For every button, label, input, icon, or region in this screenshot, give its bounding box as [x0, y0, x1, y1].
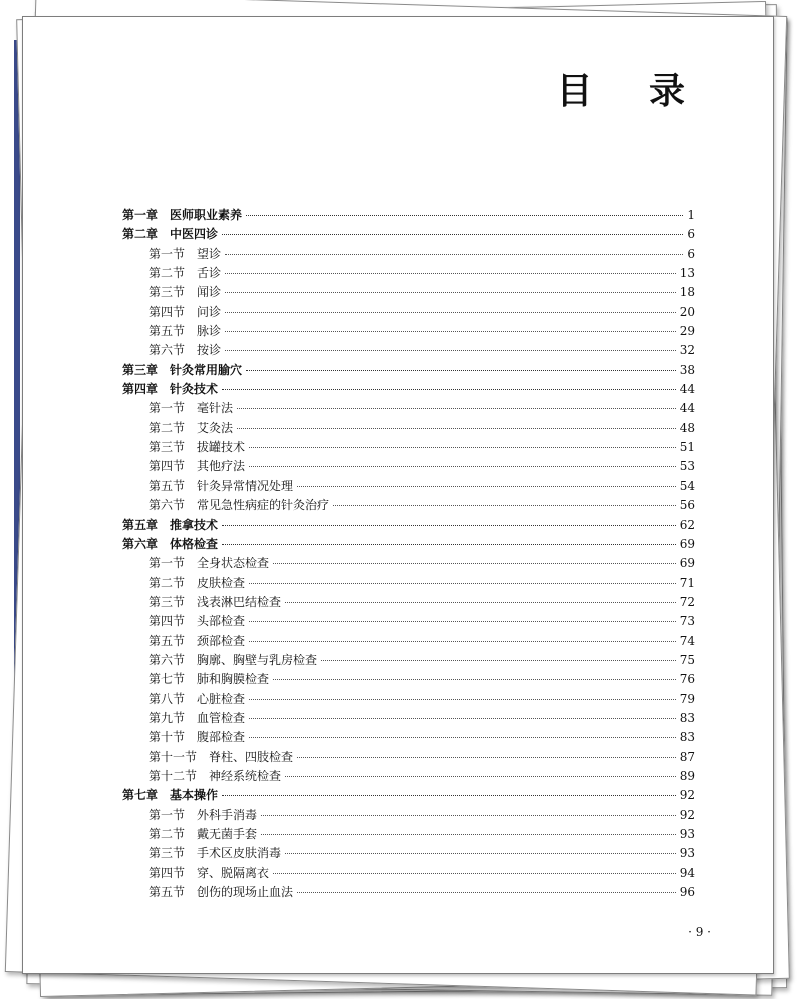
- toc-section-entry[interactable]: [122, 322, 695, 341]
- entry-title: 其他疗法: [197, 459, 246, 474]
- dot-leader: [285, 776, 676, 777]
- entry-title: 基本操作: [170, 788, 219, 803]
- entry-title: 腹部检查: [197, 730, 246, 745]
- entry-page-number: 69: [679, 536, 695, 551]
- entry-number: 第二节: [149, 420, 186, 435]
- toc-section-entry[interactable]: [122, 883, 695, 902]
- dot-leader: [249, 737, 676, 738]
- entry-page-number: 18: [679, 285, 695, 300]
- dot-leader: [225, 292, 676, 293]
- entry-page-number: 20: [679, 304, 695, 319]
- entry-title: 血管检查: [197, 710, 246, 725]
- toc-chapter-entry[interactable]: [122, 516, 695, 535]
- dot-leader: [225, 331, 676, 332]
- entry-title: 外科手消毒: [197, 807, 258, 822]
- entry-page-number: 38: [679, 362, 695, 377]
- entry-number: 第三节: [149, 285, 186, 300]
- toc-section-entry[interactable]: [122, 303, 695, 322]
- entry-page-number: 54: [679, 478, 695, 493]
- entry-title: 常见急性病症的针灸治疗: [197, 498, 330, 513]
- toc-section-entry[interactable]: [122, 554, 695, 573]
- entry-number: 第五章: [122, 517, 159, 532]
- entry-number: 第十二节: [149, 768, 198, 783]
- entry-page-number: 72: [679, 594, 695, 609]
- entry-title: 心脏检查: [197, 691, 246, 706]
- entry-page-number: 69: [679, 556, 695, 571]
- page-number: · 9 ·: [688, 925, 711, 939]
- entry-page-number: 56: [679, 498, 695, 513]
- entry-number: 第一节: [149, 556, 186, 571]
- entry-title: 体格检查: [170, 536, 219, 551]
- entry-number: 第二节: [149, 266, 186, 281]
- entry-title: 脊柱、四肢检查: [209, 749, 294, 764]
- entry-page-number: 32: [679, 343, 695, 358]
- dot-leader: [261, 815, 676, 816]
- toc-section-entry[interactable]: [122, 245, 695, 264]
- entry-title: 针灸技术: [170, 382, 219, 397]
- dot-leader: [249, 583, 676, 584]
- entry-number: 第六节: [149, 343, 186, 358]
- dot-leader: [285, 602, 676, 603]
- entry-title: 神经系统检查: [209, 768, 282, 783]
- dot-leader: [273, 679, 676, 680]
- entry-page-number: 75: [679, 652, 695, 667]
- entry-page-number: 44: [679, 382, 695, 397]
- entry-title: 肺和胸膜检查: [197, 672, 270, 687]
- dot-leader: [249, 699, 676, 700]
- toc-section-entry[interactable]: [122, 690, 695, 709]
- entry-number: 第四章: [122, 382, 159, 397]
- dot-leader: [249, 641, 676, 642]
- table-of-contents: [122, 206, 695, 902]
- entry-number: 第一节: [149, 401, 186, 416]
- entry-page-number: 79: [679, 691, 695, 706]
- toc-section-entry[interactable]: [122, 496, 695, 515]
- toc-section-entry[interactable]: [122, 806, 695, 825]
- dot-leader: [237, 408, 676, 409]
- dot-leader: [297, 892, 676, 893]
- toc-chapter-entry[interactable]: [122, 225, 695, 244]
- entry-number: 第十一节: [149, 749, 198, 764]
- entry-number: 第二章: [122, 227, 159, 242]
- dot-leader: [225, 312, 676, 313]
- toc-section-entry[interactable]: [122, 632, 695, 651]
- dot-leader: [246, 370, 676, 371]
- toc-section-entry[interactable]: [122, 612, 695, 631]
- toc-section-entry[interactable]: [122, 825, 695, 844]
- entry-number: 第四节: [149, 614, 186, 629]
- toc-chapter-entry[interactable]: [122, 361, 695, 380]
- toc-section-entry[interactable]: [122, 283, 695, 302]
- toc-chapter-entry[interactable]: [122, 535, 695, 554]
- entry-page-number: 92: [679, 807, 695, 822]
- dot-leader: [333, 505, 676, 506]
- toc-chapter-entry[interactable]: [122, 380, 695, 399]
- dot-leader: [225, 254, 683, 255]
- toc-section-entry[interactable]: [122, 709, 695, 728]
- entry-page-number: 73: [679, 614, 695, 629]
- entry-title: 毫针法: [197, 401, 234, 416]
- entry-title: 浅表淋巴结检查: [197, 594, 282, 609]
- entry-page-number: 83: [679, 710, 695, 725]
- entry-page-number: 51: [679, 440, 695, 455]
- dot-leader: [222, 389, 676, 390]
- entry-title: 颈部检查: [197, 633, 246, 648]
- entry-number: 第五节: [149, 885, 186, 900]
- toc-section-entry[interactable]: [122, 574, 695, 593]
- entry-page-number: 93: [679, 827, 695, 841]
- entry-page-number: 48: [679, 420, 695, 435]
- entry-page-number: 94: [679, 865, 695, 880]
- toc-section-entry[interactable]: [122, 728, 695, 747]
- dot-leader: [237, 428, 676, 429]
- entry-title: 推拿技术: [170, 517, 219, 532]
- dot-leader: [249, 447, 676, 448]
- entry-title: 望诊: [197, 246, 222, 261]
- entry-number: 第六节: [149, 498, 186, 513]
- entry-title: 脉诊: [197, 324, 222, 339]
- entry-page-number: 6: [687, 246, 695, 261]
- dot-leader: [222, 795, 676, 796]
- entry-title: 穿、脱隔离衣: [197, 865, 270, 880]
- entry-page-number: 93: [679, 846, 695, 861]
- entry-number: 第三节: [149, 594, 186, 609]
- entry-number: 第一节: [149, 246, 186, 261]
- dot-leader: [249, 466, 676, 467]
- entry-page-number: 87: [679, 749, 695, 764]
- dot-leader: [222, 525, 676, 526]
- entry-title: 创伤的现场止血法: [197, 885, 294, 900]
- toc-section-entry[interactable]: [122, 748, 695, 767]
- dot-leader: [222, 234, 683, 235]
- entry-page-number: 53: [679, 459, 695, 474]
- entry-number: 第九节: [149, 710, 186, 725]
- dot-leader: [273, 563, 676, 564]
- entry-title: 舌诊: [197, 266, 222, 281]
- dot-leader: [225, 273, 676, 274]
- entry-number: 第二节: [149, 575, 186, 590]
- toc-section-entry[interactable]: [122, 767, 695, 786]
- entry-number: 第六节: [149, 652, 186, 667]
- dot-leader: [285, 853, 676, 854]
- entry-number: 第八节: [149, 691, 186, 706]
- entry-page-number: 44: [679, 401, 695, 416]
- entry-page-number: 6: [687, 227, 695, 242]
- entry-title: 手术区皮肤消毒: [197, 846, 282, 861]
- entry-number: 第五节: [149, 324, 186, 339]
- entry-number: 第七节: [149, 672, 186, 687]
- entry-page-number: 62: [679, 517, 695, 532]
- page-title: 目 录: [556, 71, 707, 112]
- entry-title: 皮肤检查: [197, 575, 246, 590]
- entry-number: 第一节: [149, 807, 186, 822]
- entry-title: 针灸异常情况处理: [197, 478, 294, 493]
- entry-title: 戴无菌手套: [197, 827, 258, 841]
- toc-section-entry[interactable]: [122, 419, 695, 438]
- toc-section-entry[interactable]: [122, 670, 695, 689]
- toc-section-entry[interactable]: [122, 399, 695, 418]
- entry-number: 第三章: [122, 362, 159, 377]
- dot-leader: [246, 215, 683, 216]
- dot-leader: [297, 757, 676, 758]
- toc-chapter-entry[interactable]: [122, 206, 695, 225]
- toc-section-entry[interactable]: [122, 457, 695, 476]
- entry-title: 中医四诊: [170, 227, 219, 242]
- entry-page-number: 1: [687, 208, 695, 222]
- toc-section-entry[interactable]: [122, 593, 695, 612]
- entry-page-number: 83: [679, 730, 695, 745]
- toc-page: [22, 16, 774, 974]
- dot-leader: [321, 660, 676, 661]
- entry-number: 第五节: [149, 478, 186, 493]
- dot-leader: [273, 873, 676, 874]
- entry-number: 第四节: [149, 865, 186, 880]
- toc-section-entry[interactable]: [122, 264, 695, 283]
- toc-section-entry[interactable]: [122, 477, 695, 496]
- entry-title: 针灸常用腧穴: [170, 362, 243, 377]
- entry-number: 第三节: [149, 846, 186, 861]
- entry-number: 第五节: [149, 633, 186, 648]
- dot-leader: [225, 350, 676, 351]
- entry-title: 胸廓、胸壁与乳房检查: [197, 652, 318, 667]
- entry-title: 头部检查: [197, 614, 246, 629]
- entry-page-number: 76: [679, 672, 695, 687]
- entry-number: 第一章: [122, 208, 159, 222]
- entry-number: 第十节: [149, 730, 186, 745]
- entry-title: 闻诊: [197, 285, 222, 300]
- entry-number: 第六章: [122, 536, 159, 551]
- entry-title: 拔罐技术: [197, 440, 246, 455]
- entry-number: 第三节: [149, 440, 186, 455]
- toc-section-entry[interactable]: [122, 844, 695, 863]
- entry-number: 第四节: [149, 304, 186, 319]
- entry-title: 按诊: [197, 343, 222, 358]
- toc-section-entry[interactable]: [122, 438, 695, 457]
- entry-title: 全身状态检查: [197, 556, 270, 571]
- dot-leader: [297, 486, 676, 487]
- entry-page-number: 13: [679, 266, 695, 281]
- dot-leader: [249, 718, 676, 719]
- entry-page-number: 89: [679, 768, 695, 783]
- toc-chapter-entry[interactable]: [122, 786, 695, 805]
- entry-page-number: 74: [679, 633, 695, 648]
- entry-page-number: 29: [679, 324, 695, 339]
- entry-page-number: 92: [679, 788, 695, 803]
- dot-leader: [222, 544, 676, 545]
- entry-page-number: 96: [679, 885, 695, 900]
- dot-leader: [249, 621, 676, 622]
- toc-section-entry[interactable]: [122, 651, 695, 670]
- entry-page-number: 71: [679, 575, 695, 590]
- entry-number: 第二节: [149, 827, 186, 841]
- entry-title: 艾灸法: [197, 420, 234, 435]
- toc-section-entry[interactable]: [122, 341, 695, 360]
- entry-title: 医师职业素养: [170, 208, 243, 222]
- toc-section-entry[interactable]: [122, 864, 695, 883]
- dot-leader: [261, 834, 676, 835]
- entry-number: 第七章: [122, 788, 159, 803]
- entry-title: 问诊: [197, 304, 222, 319]
- entry-number: 第四节: [149, 459, 186, 474]
